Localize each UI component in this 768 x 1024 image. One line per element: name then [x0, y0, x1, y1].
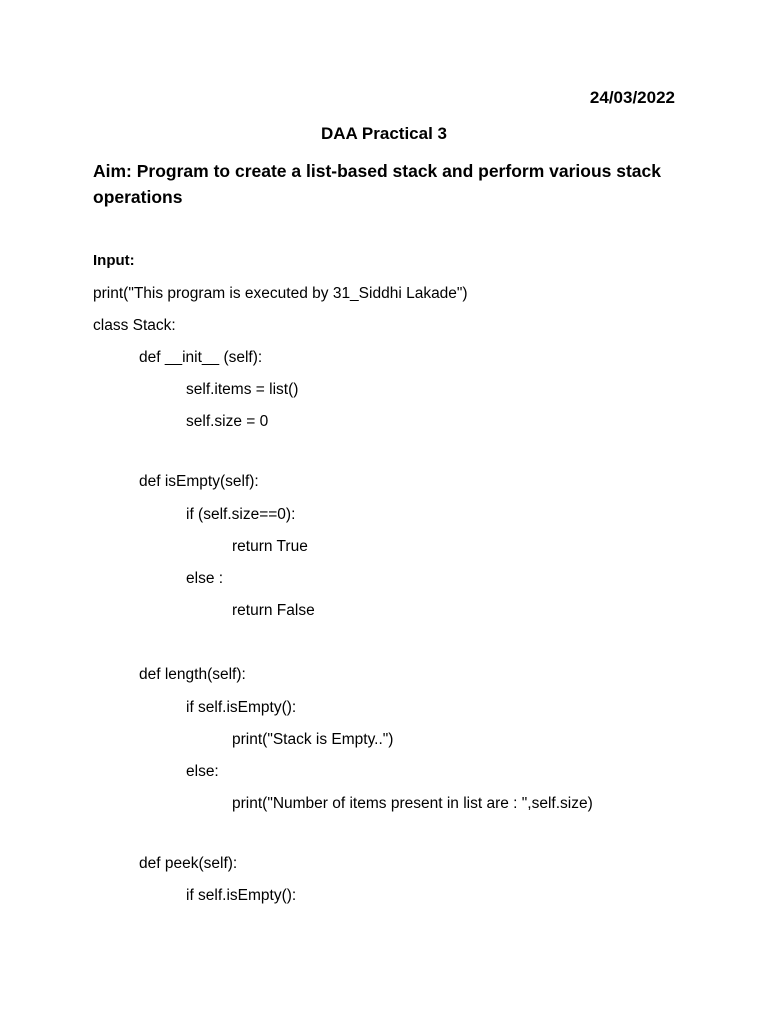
code-line: self.items = list()	[186, 381, 299, 398]
code-line: def __init__ (self):	[139, 349, 263, 366]
document-title: DAA Practical 3	[321, 124, 447, 143]
code-line: def isEmpty(self):	[139, 473, 259, 490]
code-line: def length(self):	[139, 666, 246, 683]
document-date: 24/03/2022	[589, 88, 675, 107]
code-line: print("Stack is Empty..")	[232, 731, 394, 748]
code-line: print("This program is executed by 31_Siddhi Lakade")	[93, 285, 468, 302]
code-line: return False	[232, 602, 315, 619]
code-line: if self.isEmpty():	[186, 699, 297, 716]
aim-statement: Aim: Program to create a list-based stack and perform various stack operations	[93, 161, 661, 207]
code-line: self.size = 0	[186, 413, 269, 430]
code-line: else :	[186, 570, 224, 587]
code-line: if self.isEmpty():	[186, 887, 297, 904]
code-line: class Stack:	[93, 317, 176, 334]
code-line: if (self.size==0):	[186, 506, 296, 523]
input-label: Input:	[93, 252, 135, 269]
code-line: def peek(self):	[139, 855, 238, 872]
code-line: else:	[186, 763, 219, 780]
code-line: return True	[232, 538, 308, 555]
code-line: print("Number of items present in list are : ",self.size)	[232, 795, 593, 812]
